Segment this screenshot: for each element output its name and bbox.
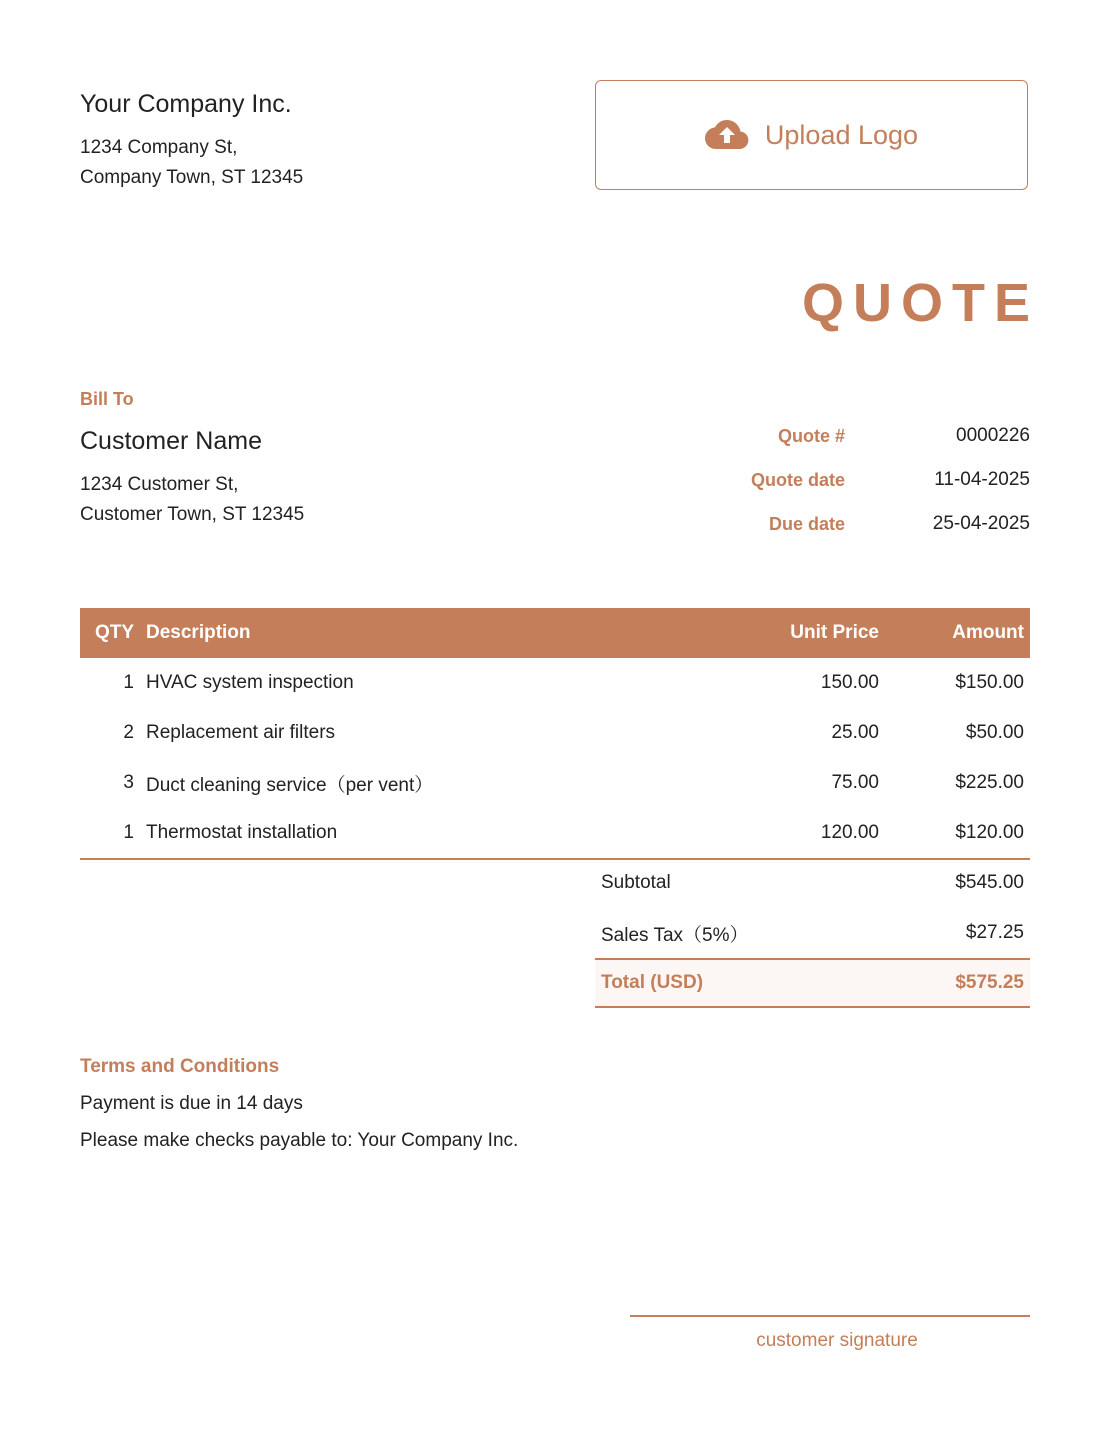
document-title: QUOTE bbox=[801, 273, 1039, 333]
quote-number-value: 0000226 bbox=[956, 425, 1030, 446]
row-qty: 2 bbox=[123, 722, 134, 743]
customer-address bbox=[80, 470, 304, 530]
sales-tax-label: Sales Tax（5%） bbox=[601, 924, 749, 946]
row-unit-price: 150.00 bbox=[820, 672, 879, 693]
sales-tax-value: $27.25 bbox=[965, 922, 1024, 943]
row-unit-price: 120.00 bbox=[820, 822, 879, 843]
total-row bbox=[595, 958, 1030, 1008]
customer-address-line2: Customer Town, ST 12345 bbox=[80, 504, 305, 525]
row-qty: 1 bbox=[123, 672, 134, 693]
subtotal-row bbox=[595, 858, 1030, 908]
row-qty: 3 bbox=[123, 772, 134, 793]
company-address-line2: Company Town, ST 12345 bbox=[80, 167, 304, 188]
quote-number-row bbox=[645, 414, 1030, 458]
quote-meta bbox=[645, 414, 1030, 546]
quote-date-label: Quote date bbox=[750, 469, 845, 490]
header-amount: Amount bbox=[952, 622, 1024, 643]
header-description: Description bbox=[146, 622, 251, 643]
company-address-line1: 1234 Company St, bbox=[80, 137, 238, 158]
subtotal-label: Subtotal bbox=[601, 872, 671, 893]
due-date-label: Due date bbox=[768, 513, 845, 534]
company-address bbox=[80, 133, 303, 193]
quote-date-value: 11-04-2025 bbox=[934, 469, 1030, 490]
total-value: $575.25 bbox=[955, 972, 1024, 993]
upload-logo-label: Upload Logo bbox=[764, 119, 919, 150]
quote-number-label: Quote # bbox=[777, 425, 845, 446]
customer-address-line1: 1234 Customer St, bbox=[80, 474, 239, 495]
subtotal-value: $545.00 bbox=[955, 872, 1024, 893]
upload-logo-button[interactable] bbox=[595, 80, 1028, 190]
line-items-table bbox=[80, 608, 1030, 860]
terms-line-1: Payment is due in 14 days bbox=[80, 1093, 303, 1114]
header-qty: QTY bbox=[94, 622, 134, 643]
terms-line-2: Please make checks payable to: Your Company Inc. bbox=[80, 1130, 519, 1151]
row-amount: $120.00 bbox=[955, 822, 1024, 843]
table-row bbox=[80, 658, 1030, 708]
row-amount: $150.00 bbox=[955, 672, 1024, 693]
company-name: Your Company Inc. bbox=[80, 90, 292, 118]
table-row bbox=[80, 758, 1030, 808]
row-unit-price: 75.00 bbox=[831, 772, 879, 793]
row-amount: $225.00 bbox=[955, 772, 1024, 793]
signature-label: customer signature bbox=[756, 1330, 918, 1351]
header-unit-price: Unit Price bbox=[790, 622, 879, 643]
row-qty: 1 bbox=[123, 822, 134, 843]
due-date-row bbox=[645, 502, 1030, 546]
row-amount: $50.00 bbox=[965, 722, 1024, 743]
totals-block bbox=[595, 858, 1030, 1008]
row-description: HVAC system inspection bbox=[146, 672, 354, 693]
cloud-upload-icon bbox=[705, 119, 749, 151]
customer-name: Customer Name bbox=[80, 427, 262, 455]
table-row bbox=[80, 708, 1030, 758]
row-unit-price: 25.00 bbox=[831, 722, 879, 743]
table-row bbox=[80, 808, 1030, 858]
terms-heading: Terms and Conditions bbox=[80, 1056, 280, 1077]
total-label: Total (USD) bbox=[601, 972, 704, 993]
sales-tax-row bbox=[595, 908, 1030, 958]
quote-date-row bbox=[645, 458, 1030, 502]
due-date-value: 25-04-2025 bbox=[932, 513, 1030, 534]
row-description: Thermostat installation bbox=[146, 822, 338, 843]
row-description: Replacement air filters bbox=[146, 722, 336, 743]
bill-to-label: Bill To bbox=[80, 389, 134, 409]
row-description: Duct cleaning service（per vent） bbox=[146, 774, 434, 796]
table-header bbox=[80, 608, 1030, 658]
signature-line bbox=[630, 1315, 1030, 1317]
